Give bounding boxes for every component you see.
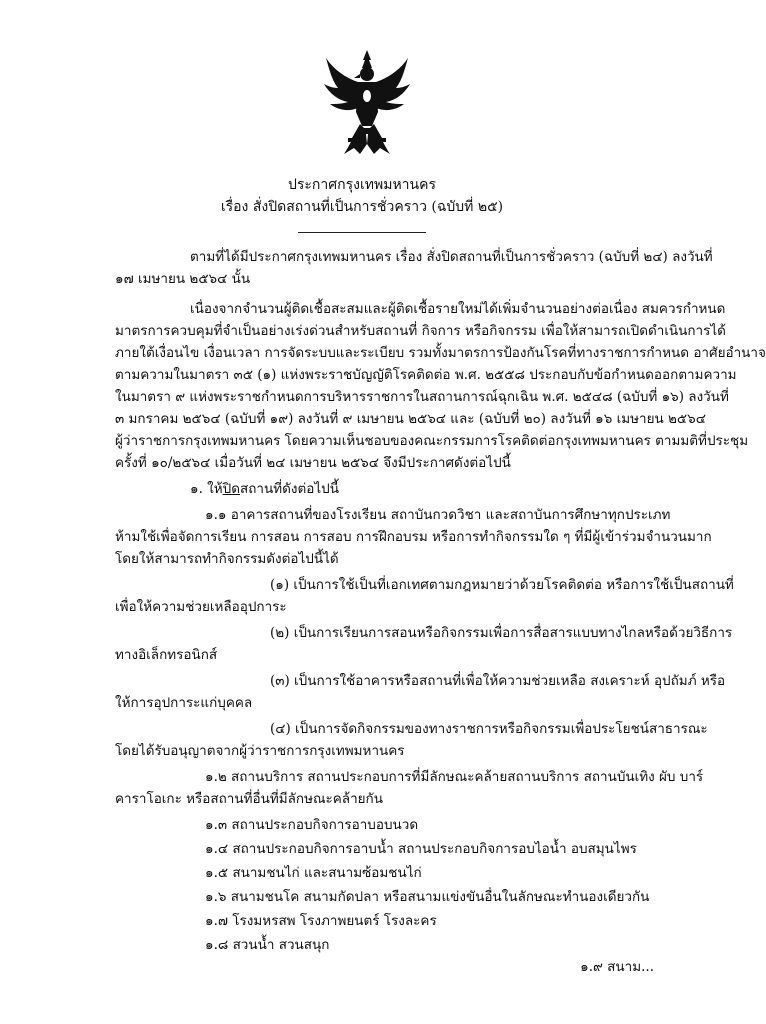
document-title: ประกาศกรุงเทพมหานคร: [288, 177, 436, 193]
sub-item-3-rest: ให้การอุปการะแก่บุคคล: [115, 695, 253, 711]
item-1-6: ๑.๖ สนามชนโค สนามกัดปลา หรือสนามแข่งขันอื่นในลักษณะทำนองเดียวกัน: [205, 889, 650, 905]
sub-item-1-rest: เพื่อให้ความช่วยเหลืออุปการะ: [115, 599, 287, 615]
preamble-line: ๑๗ เมษายน ๒๕๖๔ นั้น: [115, 271, 251, 287]
body-line: ครั้งที่ ๑๐/๒๕๖๔ เมื่อวันที่ ๒๔ เมษายน ๒๕๖๔ จึงมีประกาศดังต่อไปนี้: [115, 455, 511, 471]
body-line: ในมาตรา ๙ แห่งพระราชกำหนดการบริหารราชการในสถานการณ์ฉุกเฉิน พ.ศ. ๒๕๔๘ (ฉบับที่ ๑๖) ลงวันที่: [115, 389, 729, 405]
sub-item-2-first: (๒) เป็นการเรียนการสอนหรือกิจกรรมเพื่อการสื่อสารแบบทางไกลหรือด้วยวิธีการ: [270, 625, 733, 641]
title-divider: [298, 232, 426, 233]
body-line: ๓ มกราคม ๒๕๖๔ (ฉบับที่ ๑๙) ลงวันที่ ๙ เมษายน ๒๕๖๔ และ (ฉบับที่ ๒๐) ลงวันที่ ๑๖ เมษายน ๒๕๖๔: [115, 411, 706, 427]
body-line: ตามความในมาตรา ๓๕ (๑) แห่งพระราชบัญญัติโรคติดต่อ พ.ศ. ๒๕๕๘ ประกอบกับข้อกำหนดออกตามความ: [115, 367, 737, 383]
garuda-emblem-icon: [322, 48, 412, 158]
sub-item-4-rest: โดยได้รับอนุญาตจากผู้ว่าราชการกรุงเทพมหานคร: [115, 743, 405, 759]
sub-item-2-rest: ทางอิเล็กทรอนิกส์: [115, 647, 218, 663]
item-1-4: ๑.๔ สถานประกอบกิจการอาบน้ำ สถานประกอบกิจการอบไอน้ำ อบสมุนไพร: [205, 841, 637, 857]
document-subject: เรื่อง สั่งปิดสถานที่เป็นการชั่วคราว (ฉบับที่ ๒๕): [220, 199, 504, 215]
body-line: ภายใต้เงื่อนไข เงื่อนเวลา การจัดระบบและระเบียบ รวมทั้งมาตรการป้องกันโรคที่ทางราชการกำหนด อาศัยอำนาจ: [115, 345, 766, 361]
clause-1-prefix: ๑. ให้: [190, 481, 223, 497]
item-1-7: ๑.๗ โรงมหรสพ โรงภาพยนตร์ โรงละคร: [205, 913, 437, 929]
item-1-1-line: โดยให้สามารถทำกิจกรรมดังต่อไปนี้ได้: [115, 551, 339, 567]
body-line: ผู้ว่าราชการกรุงเทพมหานคร โดยความเห็นชอบของคณะกรรมการโรคติดต่อกรุงเทพมหานคร ตามมติที่ประชุม: [115, 433, 749, 449]
sub-item-1-first: (๑) เป็นการใช้เป็นที่เอกเทศตามกฎหมายว่าด้วยโรคติดต่อ หรือการใช้เป็นสถานที่: [270, 577, 734, 593]
clause-1-heading: [190, 480, 660, 498]
body-line: เนื่องจากจำนวนผู้ติดเชื้อสะสมและผู้ติดเชื้อรายใหม่ได้เพิ่มจำนวนอย่างต่อเนื่อง สมควรกำหนด: [190, 301, 726, 317]
item-1-8: ๑.๘ สวนน้ำ สวนสนุก: [205, 937, 330, 953]
item-1-1-line: ๑.๑ อาคารสถานที่ของโรงเรียน สถาบันกวดวิชา และสถาบันการศึกษาทุกประเภท: [205, 507, 671, 523]
page-continuation: ๑.๙ สนาม...: [580, 959, 654, 975]
item-1-5: ๑.๕ สนามชนไก่ และสนามซ้อมชนไก่: [205, 865, 422, 881]
clause-1-suffix: สถานที่ดังต่อไปนี้: [240, 481, 339, 497]
sub-item-4-first: (๔) เป็นการจัดกิจกรรมของทางราชการหรือกิจกรรมเพื่อประโยชน์สาธารณะ: [270, 721, 708, 737]
item-1-2-line: คาราโอเกะ หรือสถานที่อื่นที่มีลักษณะคล้ายกัน: [115, 791, 383, 807]
sub-item-3-first: (๓) เป็นการใช้อาคารหรือสถานที่เพื่อให้ความช่วยเหลือ สงเคราะห์ อุปถัมภ์ หรือ: [270, 673, 726, 689]
preamble-line: ตามที่ได้มีประกาศกรุงเทพมหานคร เรื่อง สั่งปิดสถานที่เป็นการชั่วคราว (ฉบับที่ ๒๔) ลงวันที่: [190, 249, 713, 265]
item-1-3: ๑.๓ สถานประกอบกิจการอาบอบนวด: [205, 817, 419, 833]
clause-1-underlined: ปิด: [222, 481, 240, 497]
body-line: มาตรการควบคุมที่จำเป็นอย่างเร่งด่วนสำหรับสถานที่ กิจการ หรือกิจกรรม เพื่อให้สามารถเปิดดำเนินการได้: [115, 323, 726, 339]
item-1-2-line: ๑.๒ สถานบริการ สถานประกอบการที่มีลักษณะคล้ายสถานบริการ สถานบันเทิง ผับ บาร์: [205, 769, 704, 785]
item-1-1-line: ห้ามใช้เพื่อจัดการเรียน การสอน การสอบ การฝึกอบรม หรือการทำกิจกรรมใด ๆ ที่มีผู้เข้าร่วมจำนวนมาก: [115, 529, 712, 545]
